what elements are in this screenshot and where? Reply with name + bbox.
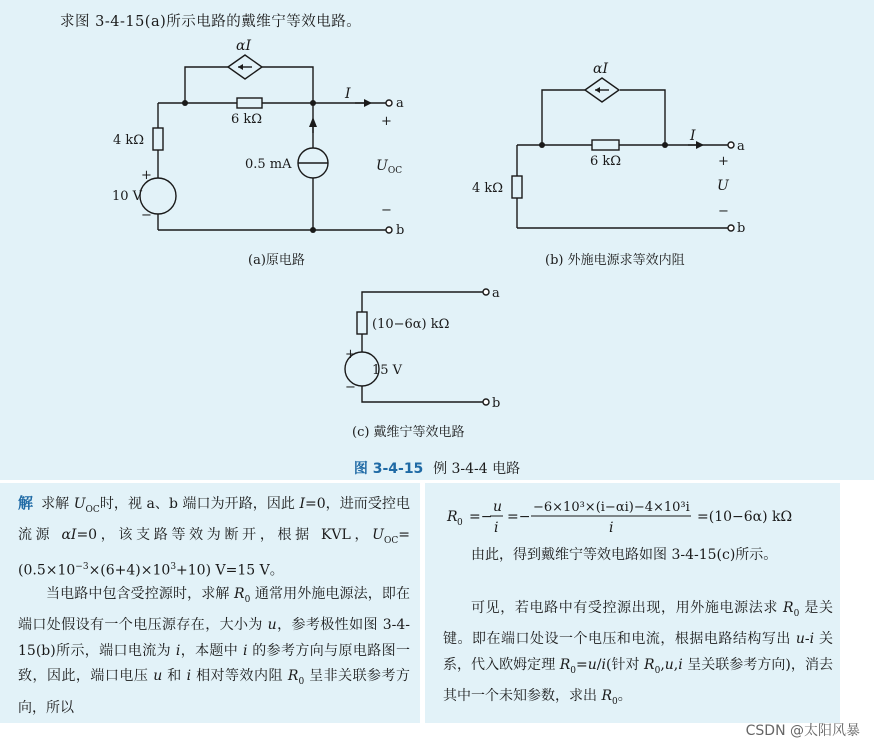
r0-formula: [443, 491, 843, 541]
circuit-b-port-plus: +: [718, 154, 729, 169]
circuit-a-src-plus: +: [141, 168, 152, 183]
circuit-a-current-I: I: [345, 86, 351, 102]
circuit-a-terminal-a: [386, 100, 392, 106]
circuit-b-resistor-6k: [592, 140, 619, 150]
circuit-a-port-plus: +: [381, 114, 392, 129]
circuit-a-terminal-a-label: a: [396, 96, 404, 111]
circuit-a-label-voltage: 10 V: [112, 189, 143, 204]
circuit-c-wires: [362, 292, 483, 402]
svg-text:R: R: [447, 509, 458, 525]
circuit-c-terminal-b: [483, 399, 489, 405]
circuit-b-caption: (b) 外施电源求等效内阻: [545, 253, 685, 268]
circuit-a-terminal-b: [386, 227, 392, 233]
solution-section: [0, 483, 874, 746]
figure-caption: 图 3-4-15 例 3-4-4 电路: [353, 461, 521, 477]
circuit-c-terminal-a: [483, 289, 489, 295]
column-divider: [421, 483, 423, 723]
svg-text:i: i: [494, 520, 499, 536]
circuit-a-label-6k: 6 kΩ: [231, 112, 263, 127]
circuit-a-terminal-b-label: b: [396, 223, 405, 238]
circuit-b-terminal-b: [728, 225, 734, 231]
circuit-b-label-4k: 4 kΩ: [472, 181, 504, 196]
circuit-a-wires: [158, 67, 386, 230]
solution-paragraph-4: 可见，若电路中有受控源出现，用外施电源法求 $R_0$ 是关键。即在端口处设一个电压和电流，根据电路结构写出 u-i 关系，代入欧姆定理 $R_0=u/i$(针对 $R_0,u,i$ 呈关联参考方向)，消去其中一个未知参数，求出 $R_0$。: [443, 600, 834, 707]
solution-paragraph-1: 解 求解 $U_{OC}$时，视 a、b 端口为开路，因此 I=0，进而受控电流源 αI=0，该支路等效为断开，根据 KVL，$U_{OC}=(0.5\times 10^{-3}\times(6+4)\times 10^3+10)$ V=15 V。: [18, 494, 410, 579]
circuit-a-ccs-label: αI: [236, 38, 251, 54]
circuit-b-ccs-label: αI: [593, 61, 608, 77]
circuit-b-port-minus: −: [718, 204, 729, 219]
question-text: 求图 3-4-15(a)所示电路的戴维宁等效电路。: [60, 14, 362, 30]
circuit-c-caption: (c) 戴维宁等效电路: [352, 425, 465, 440]
circuit-b-wires: [517, 90, 728, 228]
circuit-c-res-label: (10−6α) kΩ: [372, 317, 450, 332]
circuit-a-uoc: $U_{OC}$: [376, 158, 403, 176]
circuit-a-port-minus: −: [381, 203, 392, 218]
circuit-b-terminal-a-label: a: [737, 139, 745, 154]
circuit-b-label-6k: 6 kΩ: [590, 154, 622, 169]
circuit-c-minus: −: [345, 380, 356, 395]
svg-text:=−: =−: [469, 509, 493, 525]
circuit-b-I-arrow: [696, 141, 704, 149]
circuit-a-src-minus: −: [141, 208, 152, 223]
circuit-a-resistor-4k: [153, 128, 163, 150]
circuit-b-resistor-4k: [512, 176, 522, 198]
circuit-a-label-current: 0.5 mA: [245, 157, 292, 172]
solution-paragraph-2: 当电路中包含受控源时，求解 $R_0$ 通常用外施电源法，即在端口处假设有一个电压源存在，大小为 u，参考极性如图 3-4-15(b)所示，端口电流为 i，本题中 i 的参考方向与原电路图一致，因此，端口电压 u 和 i 相对等效内阻 $R_0$ 呈非关联参考方向，所以: [18, 586, 411, 716]
svg-text:−6×10³×(i−αi)−4×10³i: −6×10³×(i−αi)−4×10³i: [533, 500, 690, 515]
svg-text:=−: =−: [507, 509, 531, 525]
circuit-c-resistor: [357, 312, 367, 334]
solution-left-column: [0, 483, 420, 723]
circuit-b-current-I: I: [690, 128, 696, 144]
circuit-a-I-arrow: [364, 99, 372, 107]
circuit-c-terminal-a-label: a: [492, 286, 500, 301]
circuit-a-caption: (a)原电路: [248, 253, 305, 268]
circuit-b-u: U: [717, 178, 729, 194]
watermark: CSDN @太阳风暴: [745, 723, 860, 739]
circuit-b-terminal-a: [728, 142, 734, 148]
solution-right-column: [425, 483, 840, 723]
circuit-c-plus: +: [345, 347, 356, 362]
circuit-b-terminal-b-label: b: [737, 221, 746, 236]
circuit-a-label-4k: 4 kΩ: [113, 133, 145, 148]
circuit-a-current-arrow: [309, 117, 317, 127]
svg-text:u: u: [493, 499, 503, 515]
circuit-a-resistor-6k: [237, 98, 262, 108]
svg-text:i: i: [609, 520, 614, 536]
svg-text:0: 0: [457, 518, 463, 528]
solution-paragraph-3: 由此，得到戴维宁等效电路如图 3-4-15(c)所示。: [471, 547, 778, 563]
circuit-c-voltage-label: 15 V: [372, 363, 403, 378]
circuit-c-terminal-b-label: b: [492, 396, 501, 411]
svg-text:=(10−6α) kΩ: =(10−6α) kΩ: [697, 509, 793, 525]
